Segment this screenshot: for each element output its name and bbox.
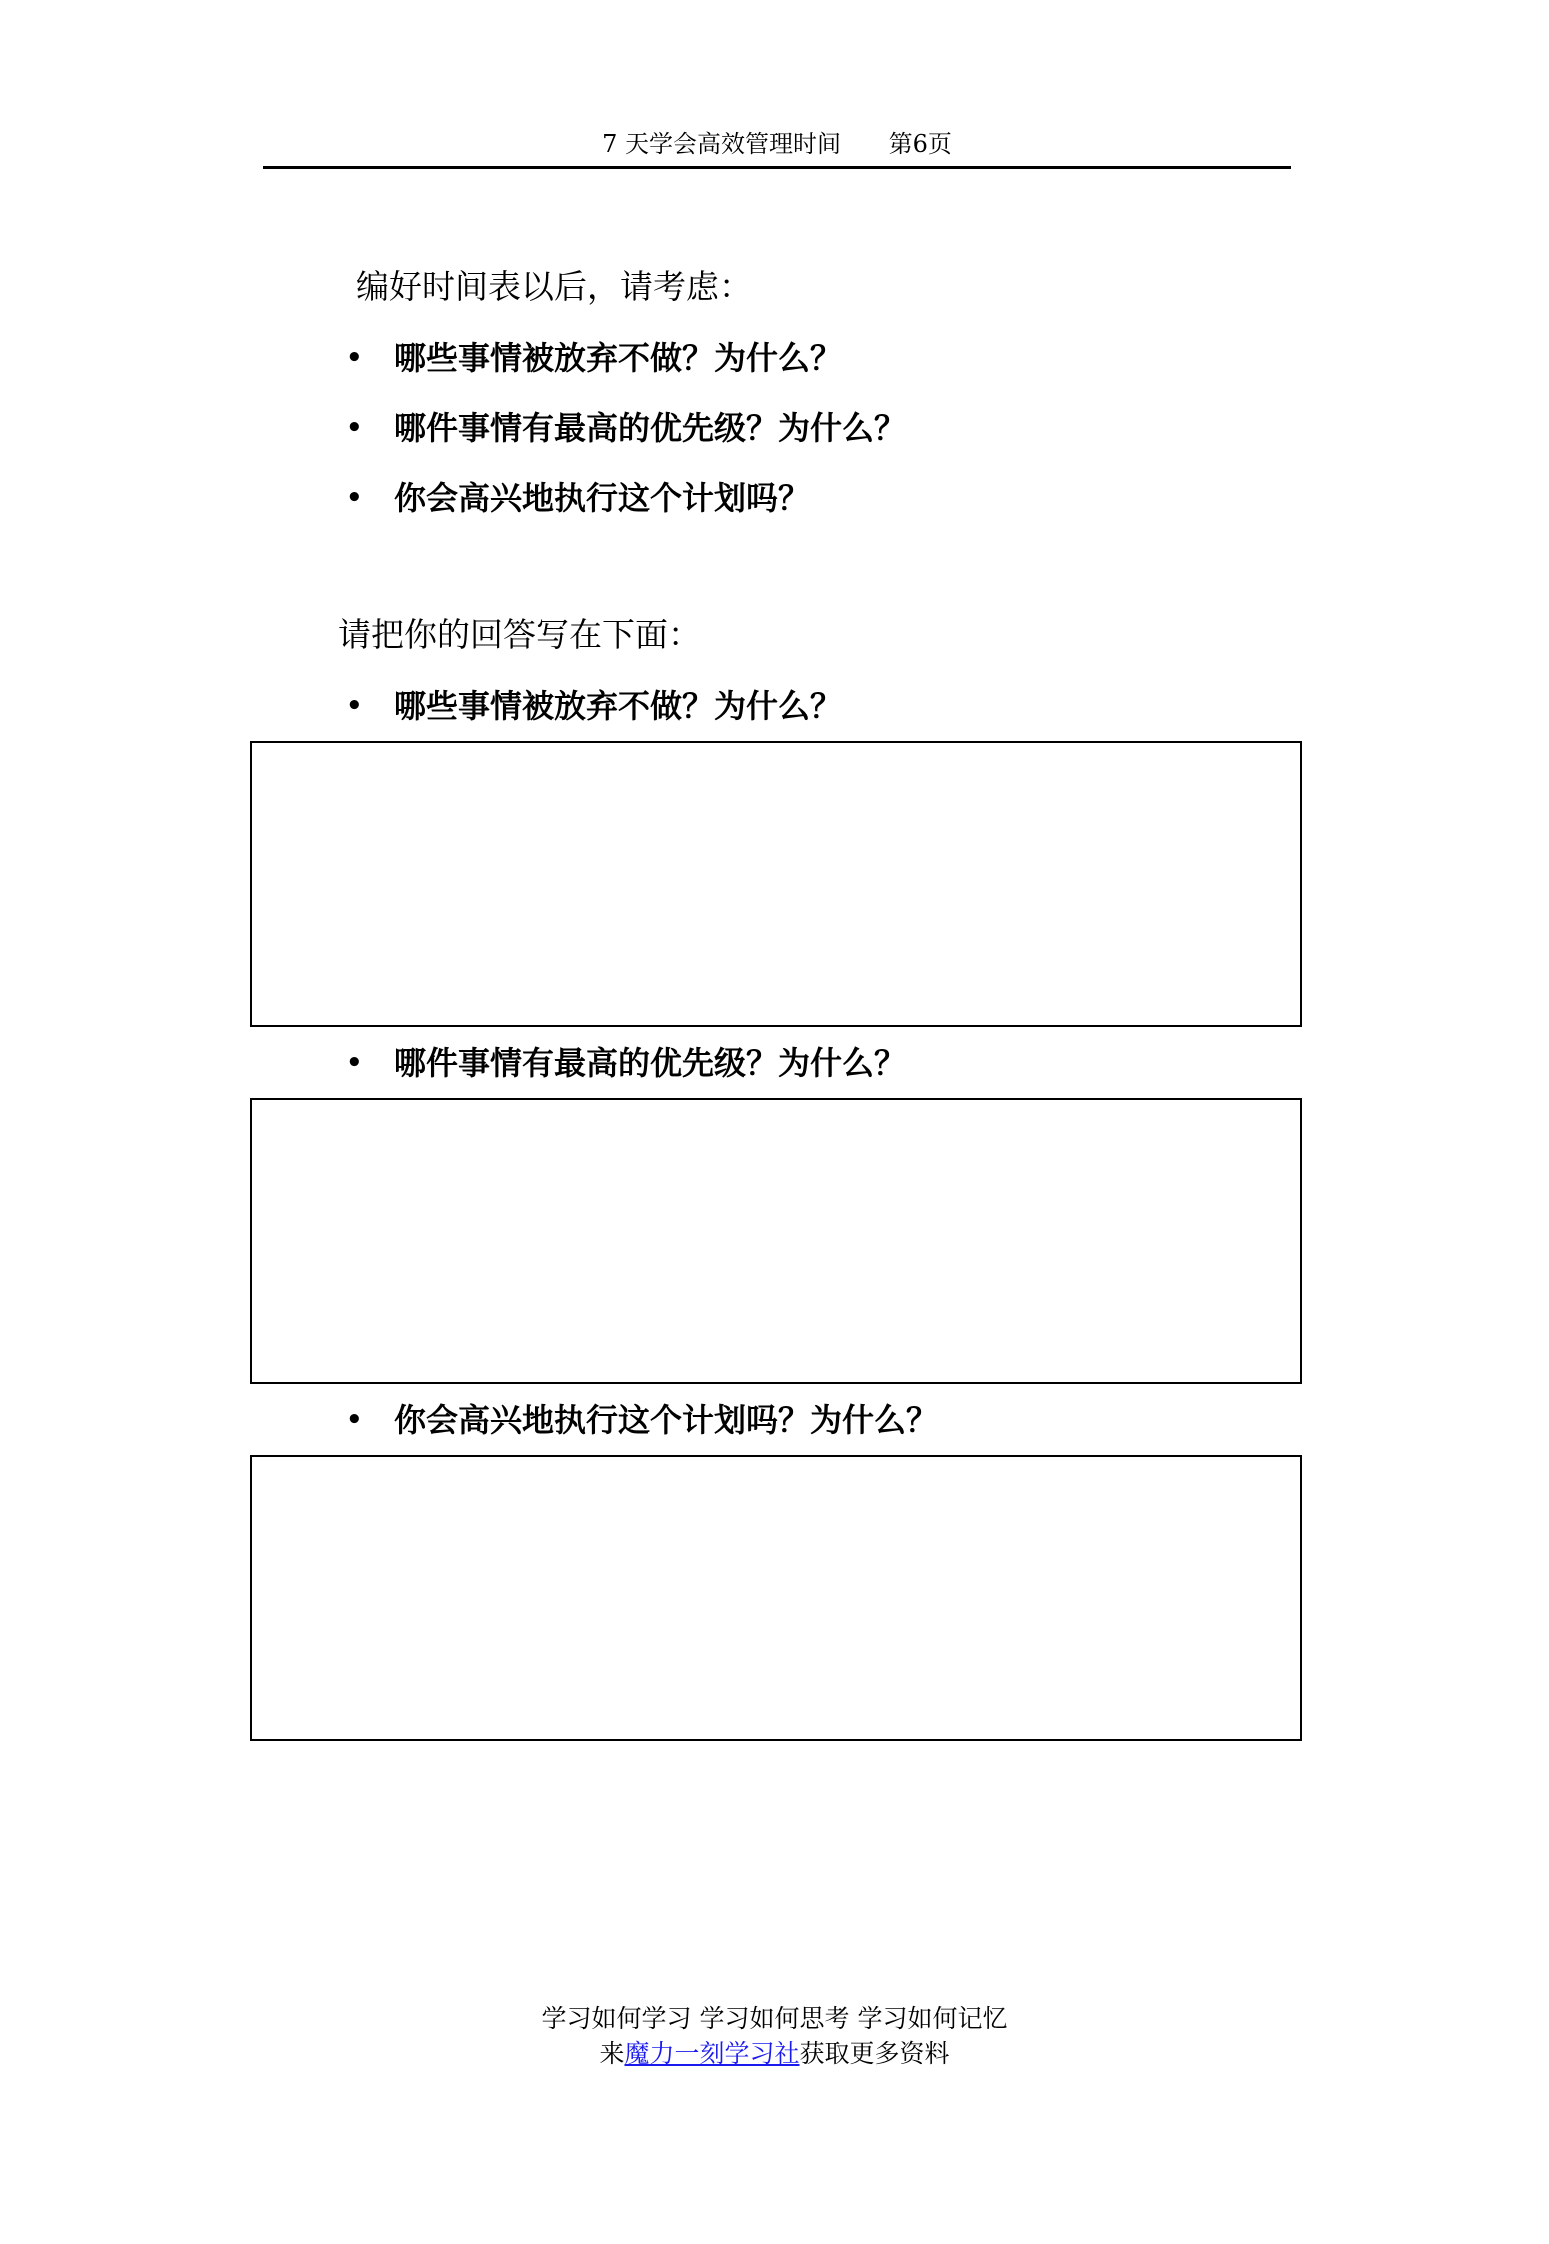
answer-box-2[interactable] xyxy=(250,1098,1302,1384)
answer-box-3[interactable] xyxy=(250,1455,1302,1741)
study-club-link[interactable]: 魔力一刻学习社 xyxy=(624,2039,800,2068)
consider-question-1 xyxy=(346,336,842,380)
question-text: 哪些事情被放弃不做？为什么？ xyxy=(394,687,843,725)
bullet-icon: • xyxy=(346,691,363,721)
bullet-icon: • xyxy=(346,483,363,513)
answer-question-3 xyxy=(346,1398,938,1442)
question-text: 哪件事情有最高的优先级？为什么？ xyxy=(394,409,907,447)
bullet-icon: • xyxy=(346,1048,363,1078)
document-title: 7 天学会高效管理时间 xyxy=(602,130,841,158)
question-text: 哪些事情被放弃不做？为什么？ xyxy=(394,339,843,377)
intro-text: 编好时间表以后，请考虑： xyxy=(356,267,752,306)
consider-question-2 xyxy=(346,406,906,450)
footer-suffix: 获取更多资料 xyxy=(799,2039,950,2068)
page-header xyxy=(263,126,1291,169)
consider-question-3 xyxy=(346,476,810,520)
footer-slogan: 学习如何学习 学习如何思考 学习如何记忆 xyxy=(541,2004,1008,2033)
bullet-icon: • xyxy=(346,343,363,373)
question-text: 你会高兴地执行这个计划吗？为什么？ xyxy=(394,1401,939,1439)
footer-source xyxy=(0,2037,1549,2071)
question-text: 你会高兴地执行这个计划吗？ xyxy=(394,479,811,517)
answer-prompt: 请把你的回答写在下面： xyxy=(338,615,701,654)
answer-box-1[interactable] xyxy=(250,741,1302,1027)
page-number: 第6页 xyxy=(888,130,952,158)
bullet-icon: • xyxy=(346,413,363,443)
answer-question-1 xyxy=(346,684,842,728)
question-text: 哪件事情有最高的优先级？为什么？ xyxy=(394,1044,907,1082)
footer-prefix: 来 xyxy=(599,2039,625,2068)
answer-question-2 xyxy=(346,1041,906,1085)
bullet-icon: • xyxy=(346,1405,363,1435)
